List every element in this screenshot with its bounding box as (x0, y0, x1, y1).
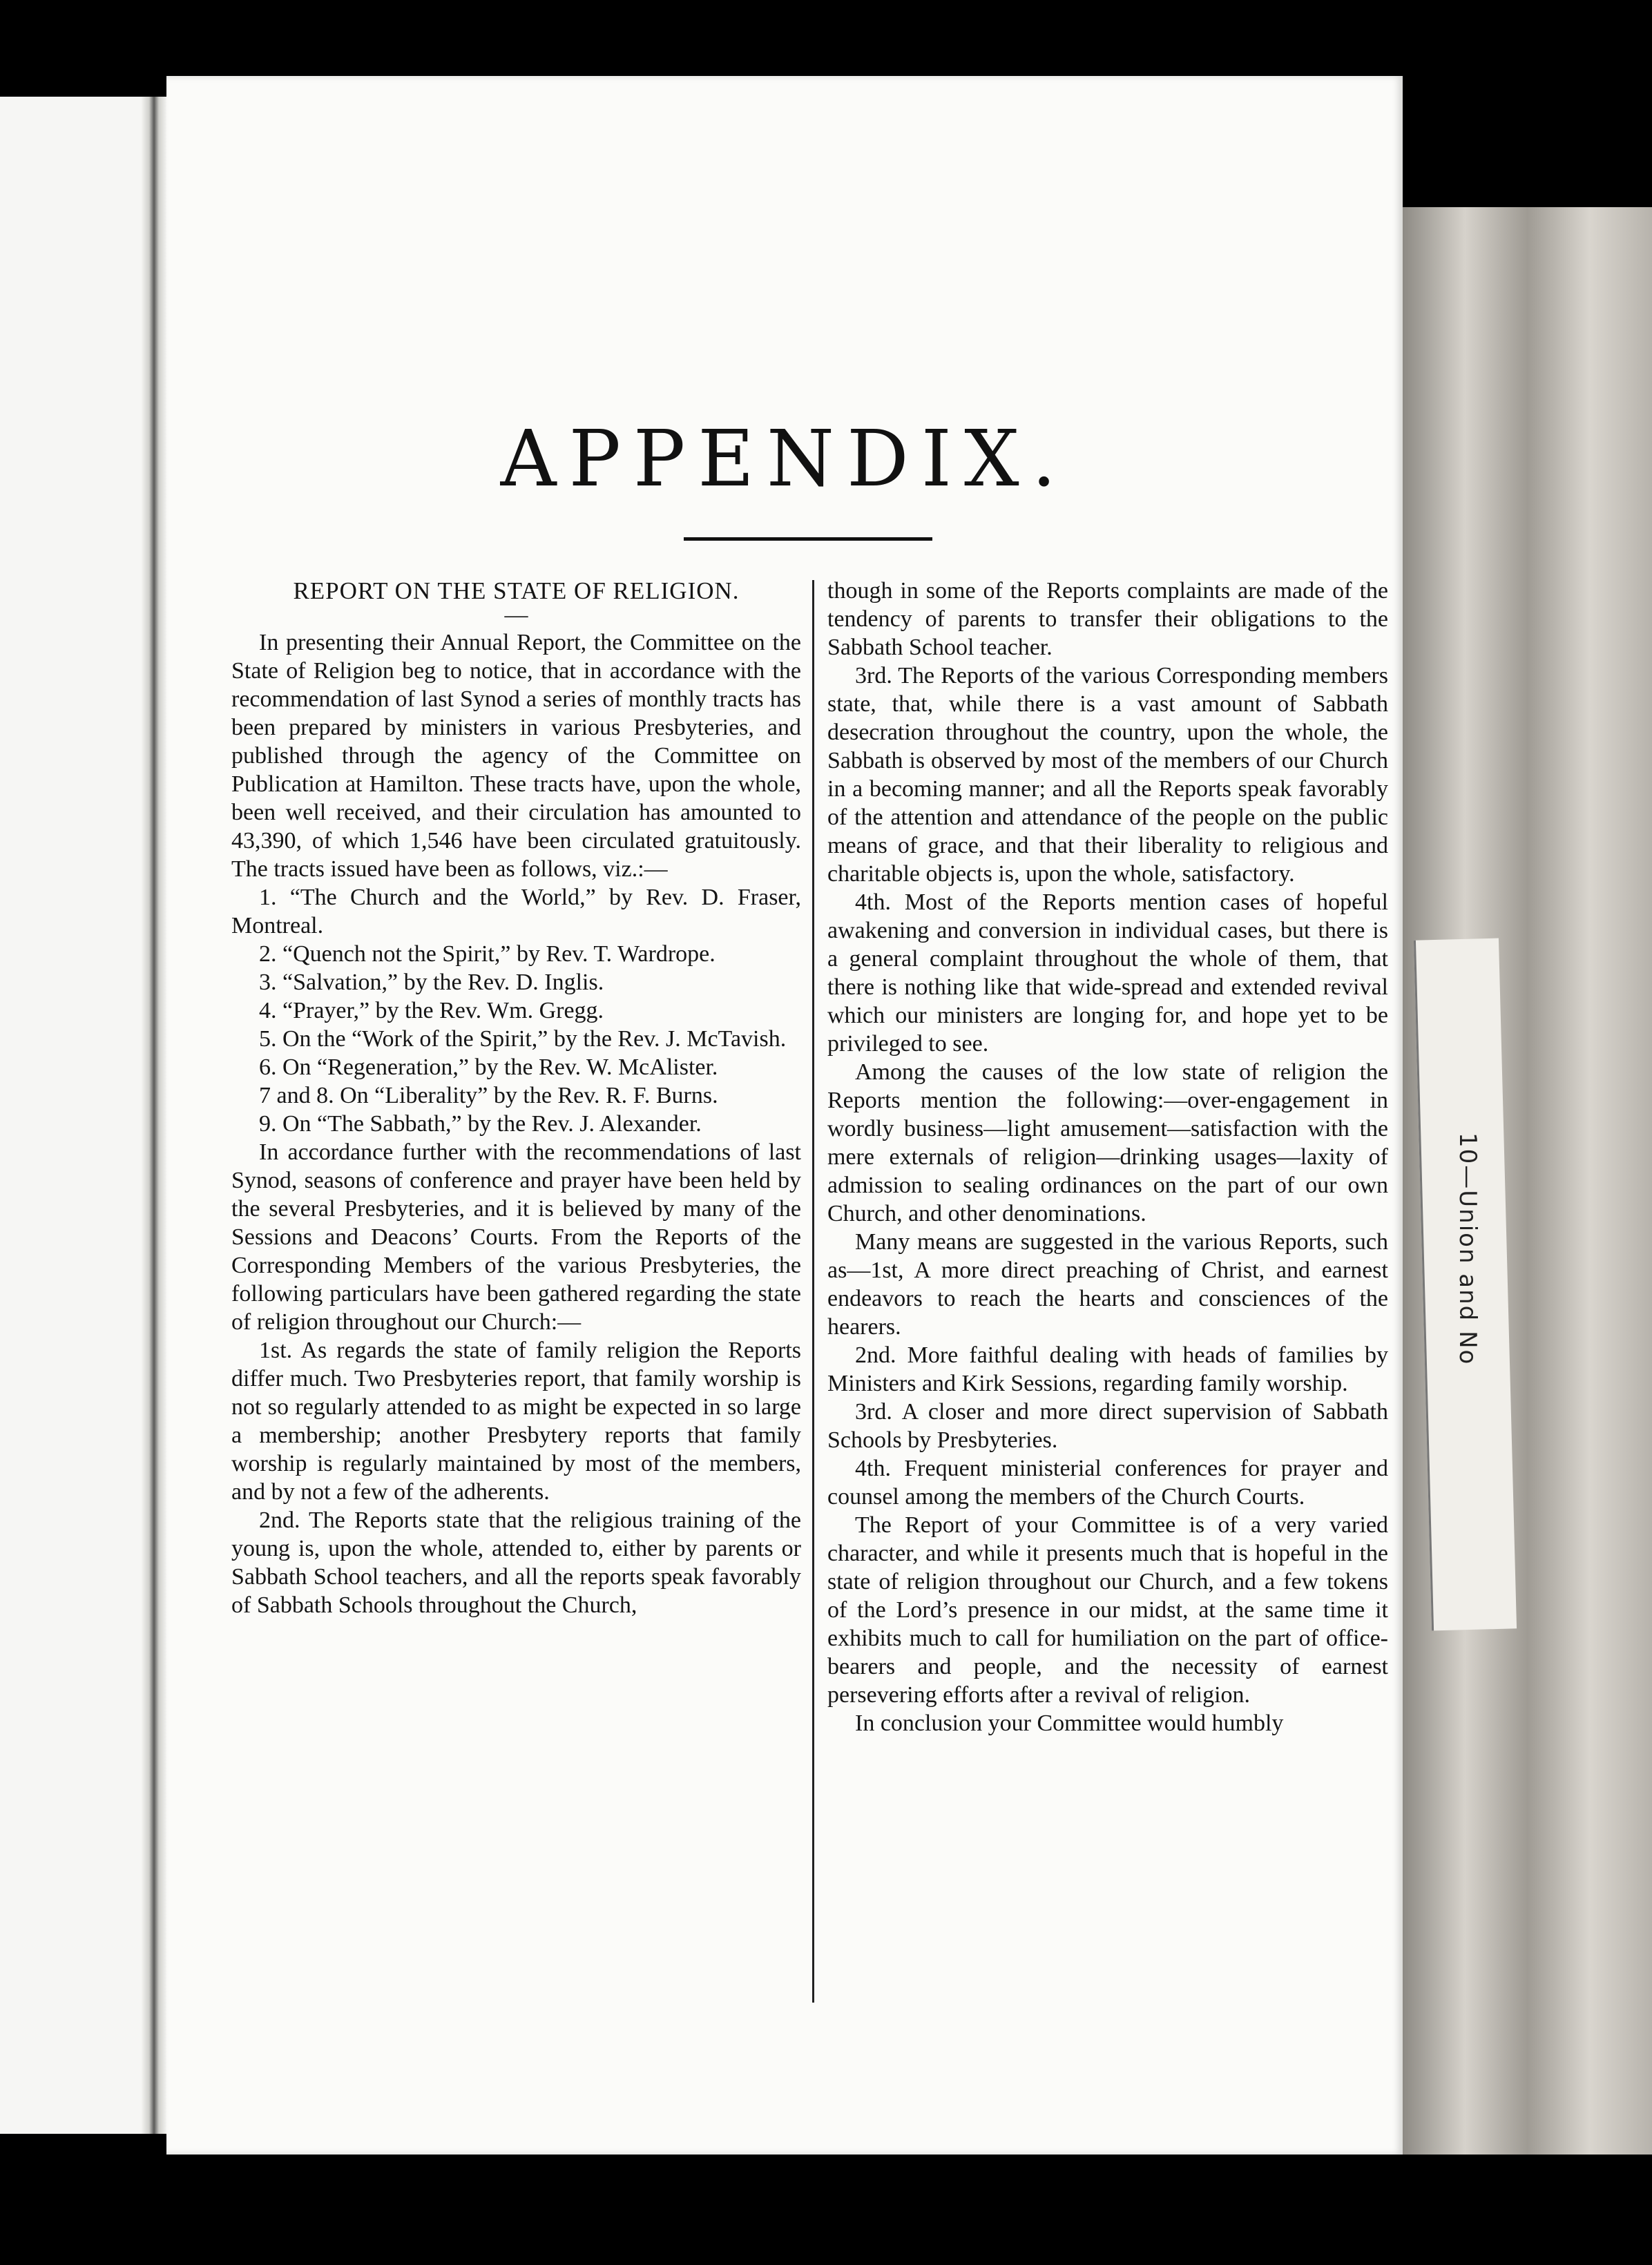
paragraph-continued: though in some of the Reports complaints are made of the tendency of parents to transfer their obligations to the Sabbath School teacher. (827, 578, 1388, 660)
tract-item: 1. “The Church and the World,” by Rev. D. Fraser, Montreal. (231, 885, 801, 938)
edge-tag-text: 10—Union and No (1454, 1132, 1481, 1366)
tract-item: 9. On “The Sabbath,” by the Rev. J. Alexander. (259, 1111, 702, 1137)
paragraph: Many means are suggested in the various Reports, such as—1st, A more direct preaching of Christ, and earnest endeavors to reach the hearts and consciences of the hearers. (827, 1229, 1388, 1340)
paragraph: In accordance further with the recommendations of last Synod, seasons of conference and prayer have been held by the several Presbyteries, and it is believed by many of the Sessions and Deacons’ Courts. From the Reports of the Corresponding Members of the various Presbyteries, the following particulars have been gathered regarding the state of religion throughout our Church:— (231, 1139, 801, 1335)
paragraph: 3rd. A closer and more direct supervision of Sabbath Schools by Presbyteries. (827, 1399, 1388, 1453)
facing-page-edge (0, 97, 142, 2134)
tract-item: 3. “Salvation,” by the Rev. D. Inglis. (259, 970, 604, 995)
paragraph: 2nd. The Reports state that the religious training of the young is, upon the whole, attended to, either by parents or Sabbath School teachers, and all the reports speak favorably of Sabbath Schools throughout the Church, (231, 1507, 801, 1618)
book-gutter (142, 97, 166, 2134)
right-column (827, 577, 1388, 1737)
tract-item: 5. On the “Work of the Spirit,” by the Rev. J. McTavish. (259, 1026, 787, 1052)
page-title: APPENDIX. (500, 414, 1069, 504)
paragraph: 3rd. The Reports of the various Corresponding members state, that, while there is a vast amount of Sabbath desecration throughout the country, upon the whole, the Sabbath is observed by most of the members of our Church in a becoming manner; and all the Reports speak favorably of the attention and attendance of the people on the public means of grace, and that their liberality to religious and charitable objects is, upon the whole, satisfactory. (827, 663, 1388, 887)
paragraph: Among the causes of the low state of religion the Reports mention the following:—over-engagement in wordly business—light amusement—satisfaction with the mere externals of religion—drinking usages—laxity of admission to sealing ordinances on the part of our own Church, and other denominations. (827, 1059, 1388, 1226)
paragraph: 4th. Frequent ministerial conferences for prayer and counsel among the members of the Church Courts. (827, 1456, 1388, 1510)
left-column (231, 577, 801, 1619)
tract-item: 6. On “Regeneration,” by the Rev. W. McAlister. (259, 1054, 718, 1080)
title-rule (684, 537, 932, 541)
tract-item: 7 and 8. On “Liberality” by the Rev. R. F. Burns. (259, 1083, 718, 1108)
heading-dash: — (504, 602, 528, 628)
paragraph: 2nd. More faithful dealing with heads of families by Ministers and Kirk Sessions, regarding family worship. (827, 1342, 1388, 1396)
paragraph: The Report of your Committee is of a very varied character, and while it presents much that is hopeful in the state of religion throughout our Church, and a few tokens of the Lord’s presence in our midst, at the same time it exhibits much to call for humiliation on the part of office-bearers and people, and the necessity of earnest persevering efforts after a revival of religion. (827, 1512, 1388, 1708)
paragraph: 4th. Most of the Reports mention cases of hopeful awakening and conversion in individual cases, but there is a general complaint throughout the whole of them, that there is nothing like that wide-spread and extended revival which our ministers are longing for, and hope yet to be privileged to see. (827, 889, 1388, 1057)
paragraph: In presenting their Annual Report, the Committee on the State of Religion beg to notice, that in accordance with the recommendation of last Synod a series of monthly tracts has been prepared by ministers in various Presbyteries, and published through the agency of the Committee on Publication at Hamilton. These tracts have, upon the whole, been well received, and their circulation has amounted to 43,390, of which 1,546 have been circulated gratuitously. The tracts issued have been as follows, viz.:— (231, 630, 801, 882)
paragraph: In conclusion your Committee would humbly (855, 1710, 1284, 1736)
tract-item: 4. “Prayer,” by the Rev. Wm. Gregg. (259, 998, 604, 1023)
column-rule (812, 580, 814, 2003)
tract-item: 2. “Quench not the Spirit,” by Rev. T. Wardrope. (259, 941, 715, 967)
section-heading: REPORT ON THE STATE OF RELIGION. (293, 577, 740, 604)
paragraph: 1st. As regards the state of family religion the Reports differ much. Two Presbyteries report, that family worship is not so regularly attended to as might be expected in so large a membership; another Presbytery reports that family worship is regularly maintained by most of the members, and by not a few of the adherents. (231, 1338, 801, 1505)
